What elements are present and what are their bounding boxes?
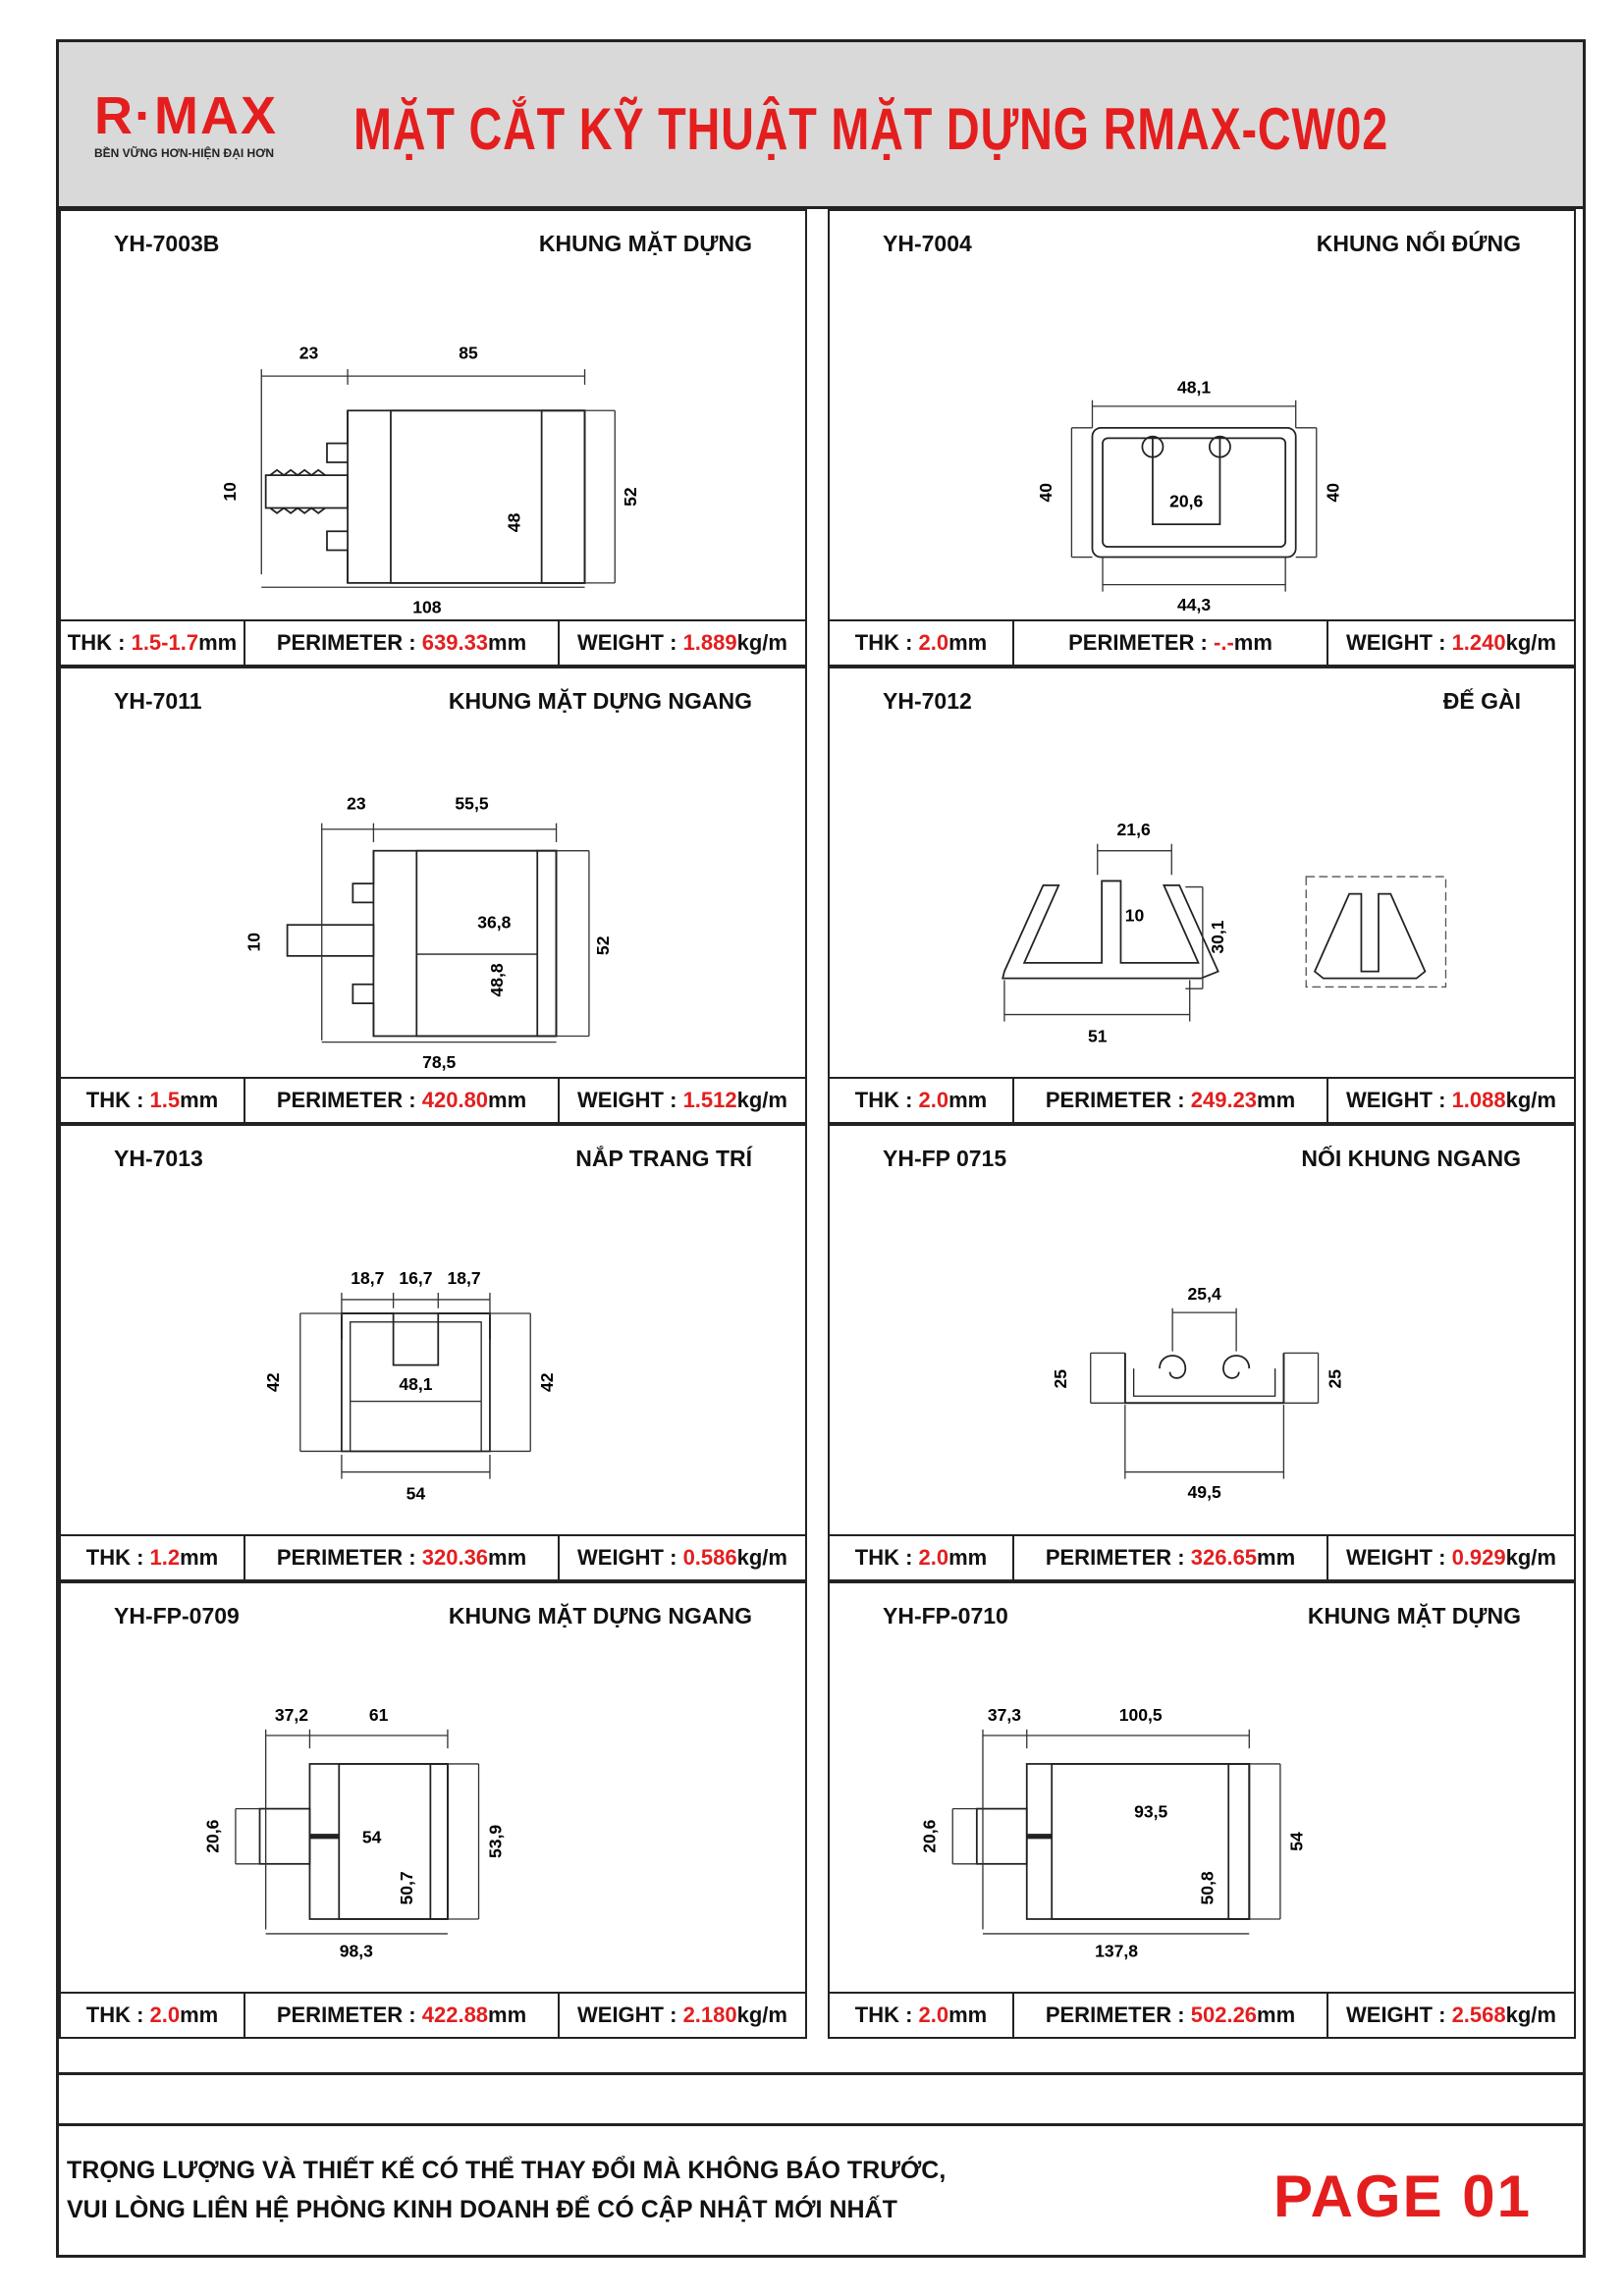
thickness-cell xyxy=(61,1994,245,2037)
profile-code: YH-7013 xyxy=(114,1146,203,1171)
weight-unit: kg/m xyxy=(736,1545,787,1570)
weight-label: WEIGHT : xyxy=(577,1088,677,1112)
rmax-logo xyxy=(94,86,278,160)
dimension-label: 49,5 xyxy=(1187,1481,1221,1502)
dimension-label: 137,8 xyxy=(1095,1941,1139,1961)
dimension-label: 18,7 xyxy=(351,1268,385,1289)
perimeter-cell xyxy=(245,1536,560,1579)
spec-bar xyxy=(830,1077,1574,1122)
perimeter-unit: mm xyxy=(1257,1545,1296,1570)
thk-unit: mm xyxy=(180,2002,219,2027)
dimension-label: 54 xyxy=(361,1827,382,1847)
weight-label: WEIGHT : xyxy=(577,1545,677,1570)
perimeter-label: PERIMETER : xyxy=(1045,2002,1185,2027)
weight-label: WEIGHT : xyxy=(1346,630,1446,655)
profile-cross-section-drawing xyxy=(61,721,805,1075)
perimeter-unit: mm xyxy=(1257,2002,1296,2027)
weight-label: WEIGHT : xyxy=(1346,2002,1446,2027)
thk-value: 2.0 xyxy=(918,1088,949,1112)
dimension-label: 78,5 xyxy=(422,1051,457,1072)
thk-value: 2.0 xyxy=(918,2002,949,2027)
profile-code: YH-7011 xyxy=(114,688,202,714)
dimension-label: 50,7 xyxy=(396,1871,416,1905)
spec-bar xyxy=(830,1992,1574,2037)
weight-cell xyxy=(1328,621,1574,665)
catalog-sheet xyxy=(56,39,1586,2258)
profile-code: YH-FP-0710 xyxy=(883,1603,1008,1629)
weight-value: 0.929 xyxy=(1451,1545,1506,1570)
dimension-label: 23 xyxy=(347,793,366,814)
dimension-label: 100,5 xyxy=(1118,1705,1163,1726)
perimeter-unit: mm xyxy=(488,1088,527,1112)
weight-value: 1.088 xyxy=(1451,1088,1506,1112)
profile-name: NỐI KHUNG NGANG xyxy=(1301,1146,1521,1171)
profile-code: YH-7004 xyxy=(883,231,972,256)
weight-cell xyxy=(560,1536,805,1579)
weight-unit: kg/m xyxy=(736,2002,787,2027)
profile-panel xyxy=(828,209,1576,667)
profile-code: YH-FP-0709 xyxy=(114,1603,240,1629)
thk-value: 1.5 xyxy=(149,1088,181,1112)
thickness-cell xyxy=(61,621,245,665)
dimension-label: 10 xyxy=(219,482,240,502)
thk-value: 1.2 xyxy=(149,1545,181,1570)
dimension-label: 36,8 xyxy=(477,912,512,933)
thk-unit: mm xyxy=(948,2002,988,2027)
dimension-label: 52 xyxy=(621,487,641,507)
perimeter-label: PERIMETER : xyxy=(1045,1088,1185,1112)
weight-value: 2.180 xyxy=(682,2002,737,2027)
perimeter-label: PERIMETER : xyxy=(276,2002,416,2027)
profile-code: YH-7012 xyxy=(883,688,972,714)
dimension-label: 53,9 xyxy=(485,1824,506,1859)
dimension-label: 20,6 xyxy=(202,1819,223,1853)
profile-code: YH-FP 0715 xyxy=(883,1146,1007,1171)
profile-cross-section-drawing xyxy=(61,1636,805,1990)
thk-label: THK : xyxy=(854,1545,913,1570)
page-number: PAGE 01 xyxy=(1273,2163,1532,2229)
weight-cell xyxy=(560,621,805,665)
dimension-label: 20,6 xyxy=(1169,491,1204,511)
thk-unit: mm xyxy=(948,1088,988,1112)
perimeter-cell xyxy=(245,1079,560,1122)
dimension-label: 30,1 xyxy=(1207,920,1227,954)
weight-value: 1.512 xyxy=(682,1088,737,1112)
thk-value: 2.0 xyxy=(149,2002,181,2027)
thk-unit: mm xyxy=(180,1545,219,1570)
perimeter-cell xyxy=(245,1994,560,2037)
perimeter-cell xyxy=(245,621,560,665)
perimeter-value: 320.36 xyxy=(421,1545,489,1570)
profile-panel xyxy=(828,1124,1576,1581)
dimension-label: 20,6 xyxy=(919,1819,940,1853)
perimeter-unit: mm xyxy=(488,1545,527,1570)
perimeter-value: 639.33 xyxy=(421,630,489,655)
thk-label: THK : xyxy=(85,2002,144,2027)
weight-unit: kg/m xyxy=(1505,2002,1556,2027)
thk-label: THK : xyxy=(85,1545,144,1570)
page-title: MẶT CẮT KỸ THUẬT MẶT DỰNG RMAX-CW02 xyxy=(353,96,1389,162)
disclaimer-line-1: TRỌNG LƯỢNG VÀ THIẾT KẾ CÓ THỂ THAY ĐỔI MÀ KHÔNG BÁO TRƯỚC, xyxy=(67,2157,947,2184)
profile-cross-section-drawing xyxy=(61,1179,805,1532)
dimension-label: 55,5 xyxy=(455,793,489,814)
dimension-label: 25,4 xyxy=(1187,1283,1221,1304)
weight-label: WEIGHT : xyxy=(1346,1088,1446,1112)
thk-label: THK : xyxy=(67,630,126,655)
profile-name: KHUNG MẶT DỰNG xyxy=(1307,1603,1521,1629)
dimension-label: 50,8 xyxy=(1197,1871,1218,1905)
footer-divider-top xyxy=(59,2072,1583,2075)
perimeter-unit: mm xyxy=(1233,630,1272,655)
page-header xyxy=(59,42,1583,209)
profile-panel xyxy=(828,1581,1576,2039)
dimension-label: 48,1 xyxy=(1177,377,1212,398)
dimension-label: 18,7 xyxy=(447,1268,481,1289)
profile-name: KHUNG NỐI ĐỨNG xyxy=(1316,231,1521,256)
thickness-cell xyxy=(830,621,1014,665)
dimension-label: 23 xyxy=(298,343,319,363)
dimension-label: 61 xyxy=(368,1705,389,1726)
dimension-label: 51 xyxy=(1087,1026,1108,1046)
perimeter-cell xyxy=(1014,1994,1328,2037)
thickness-cell xyxy=(830,1994,1014,2037)
thk-value: 1.5-1.7 xyxy=(131,630,199,655)
dimension-label: 93,5 xyxy=(1134,1801,1168,1822)
dimension-label: 85 xyxy=(459,343,478,363)
thk-unit: mm xyxy=(948,1545,988,1570)
perimeter-value: -.- xyxy=(1214,630,1234,655)
thk-value: 2.0 xyxy=(918,630,949,655)
disclaimer-line-2: VUI LÒNG LIÊN HỆ PHÒNG KINH DOANH ĐỂ CÓ CẬP NHẬT MỚI NHẤT xyxy=(67,2196,897,2223)
spec-bar xyxy=(61,1534,805,1579)
perimeter-value: 420.80 xyxy=(421,1088,489,1112)
profile-panel xyxy=(59,1581,807,2039)
dimension-label: 25 xyxy=(1325,1368,1345,1389)
profile-panel xyxy=(59,1124,807,1581)
weight-unit: kg/m xyxy=(1505,630,1556,655)
thk-value: 2.0 xyxy=(918,1545,949,1570)
perimeter-value: 502.26 xyxy=(1190,2002,1258,2027)
dimension-label: 10 xyxy=(1124,905,1145,926)
thickness-cell xyxy=(830,1536,1014,1579)
dimension-label: 16,7 xyxy=(399,1268,433,1289)
dimension-label: 48 xyxy=(504,512,524,533)
profile-code: YH-7003B xyxy=(114,231,220,256)
profile-panel xyxy=(828,667,1576,1124)
dimension-label: 48,8 xyxy=(487,963,508,997)
logo-wordmark: R·MAX xyxy=(94,86,278,145)
weight-label: WEIGHT : xyxy=(577,630,677,655)
footer-divider-bottom xyxy=(59,2123,1583,2126)
perimeter-cell xyxy=(1014,621,1328,665)
dimension-label: 54 xyxy=(1286,1832,1307,1851)
dimension-label: 98,3 xyxy=(339,1941,373,1961)
dimension-label: 40 xyxy=(1323,482,1343,503)
perimeter-value: 326.65 xyxy=(1190,1545,1258,1570)
profile-cross-section-drawing xyxy=(830,721,1574,1075)
weight-unit: kg/m xyxy=(736,1088,787,1112)
thk-unit: mm xyxy=(198,630,238,655)
perimeter-unit: mm xyxy=(1257,1088,1296,1112)
profile-cross-section-drawing xyxy=(830,264,1574,617)
profile-name: KHUNG MẶT DỰNG xyxy=(538,231,752,256)
weight-value: 1.889 xyxy=(682,630,737,655)
dimension-label: 108 xyxy=(412,597,442,617)
profile-name: NẮP TRANG TRÍ xyxy=(575,1146,752,1171)
thk-unit: mm xyxy=(180,1088,219,1112)
spec-bar xyxy=(61,619,805,665)
perimeter-label: PERIMETER : xyxy=(276,1088,416,1112)
dimension-label: 54 xyxy=(406,1483,426,1504)
dimension-label: 42 xyxy=(262,1372,283,1392)
weight-value: 2.568 xyxy=(1451,2002,1506,2027)
weight-value: 0.586 xyxy=(682,1545,737,1570)
perimeter-label: PERIMETER : xyxy=(276,630,416,655)
perimeter-label: PERIMETER : xyxy=(1068,630,1208,655)
weight-unit: kg/m xyxy=(1505,1088,1556,1112)
dimension-label: 48,1 xyxy=(399,1374,433,1395)
profile-panel xyxy=(59,209,807,667)
thickness-cell xyxy=(830,1079,1014,1122)
thk-label: THK : xyxy=(854,630,913,655)
perimeter-unit: mm xyxy=(488,630,527,655)
thickness-cell xyxy=(61,1536,245,1579)
profile-panel xyxy=(59,667,807,1124)
weight-cell xyxy=(560,1079,805,1122)
thk-unit: mm xyxy=(948,630,988,655)
thk-label: THK : xyxy=(854,1088,913,1112)
perimeter-label: PERIMETER : xyxy=(1045,1545,1185,1570)
dimension-label: 21,6 xyxy=(1116,819,1151,839)
dimension-label: 37,2 xyxy=(274,1705,309,1726)
spec-bar xyxy=(61,1077,805,1122)
weight-cell xyxy=(1328,1536,1574,1579)
perimeter-label: PERIMETER : xyxy=(276,1545,416,1570)
perimeter-value: 249.23 xyxy=(1190,1088,1258,1112)
weight-cell xyxy=(1328,1079,1574,1122)
dimension-label: 10 xyxy=(244,933,264,952)
dimension-label: 52 xyxy=(593,935,614,956)
logo-slogan: BỀN VỮNG HƠN-HIỆN ĐẠI HƠN xyxy=(94,146,275,160)
perimeter-cell xyxy=(1014,1536,1328,1579)
dimension-label: 40 xyxy=(1036,482,1056,503)
spec-bar xyxy=(830,619,1574,665)
perimeter-value: 422.88 xyxy=(421,2002,489,2027)
weight-cell xyxy=(560,1994,805,2037)
dimension-label: 37,3 xyxy=(987,1705,1022,1726)
profile-cross-section-drawing xyxy=(830,1179,1574,1532)
weight-unit: kg/m xyxy=(1505,1545,1556,1570)
disclaimer-note xyxy=(67,2151,946,2229)
weight-unit: kg/m xyxy=(736,630,787,655)
perimeter-unit: mm xyxy=(488,2002,527,2027)
weight-value: 1.240 xyxy=(1451,630,1506,655)
weight-label: WEIGHT : xyxy=(577,2002,677,2027)
profile-name: ĐẾ GÀI xyxy=(1442,688,1521,714)
perimeter-cell xyxy=(1014,1079,1328,1122)
thickness-cell xyxy=(61,1079,245,1122)
spec-bar xyxy=(61,1992,805,2037)
profile-name: KHUNG MẶT DỰNG NGANG xyxy=(448,1603,752,1629)
dimension-label: 42 xyxy=(537,1372,558,1392)
thk-label: THK : xyxy=(85,1088,144,1112)
profile-cross-section-drawing xyxy=(61,264,805,617)
weight-label: WEIGHT : xyxy=(1346,1545,1446,1570)
weight-cell xyxy=(1328,1994,1574,2037)
dimension-label: 44,3 xyxy=(1177,594,1212,614)
dimension-label: 25 xyxy=(1051,1368,1071,1389)
profile-cross-section-drawing xyxy=(830,1636,1574,1990)
spec-bar xyxy=(830,1534,1574,1579)
profile-name: KHUNG MẶT DỰNG NGANG xyxy=(448,688,752,714)
thk-label: THK : xyxy=(854,2002,913,2027)
